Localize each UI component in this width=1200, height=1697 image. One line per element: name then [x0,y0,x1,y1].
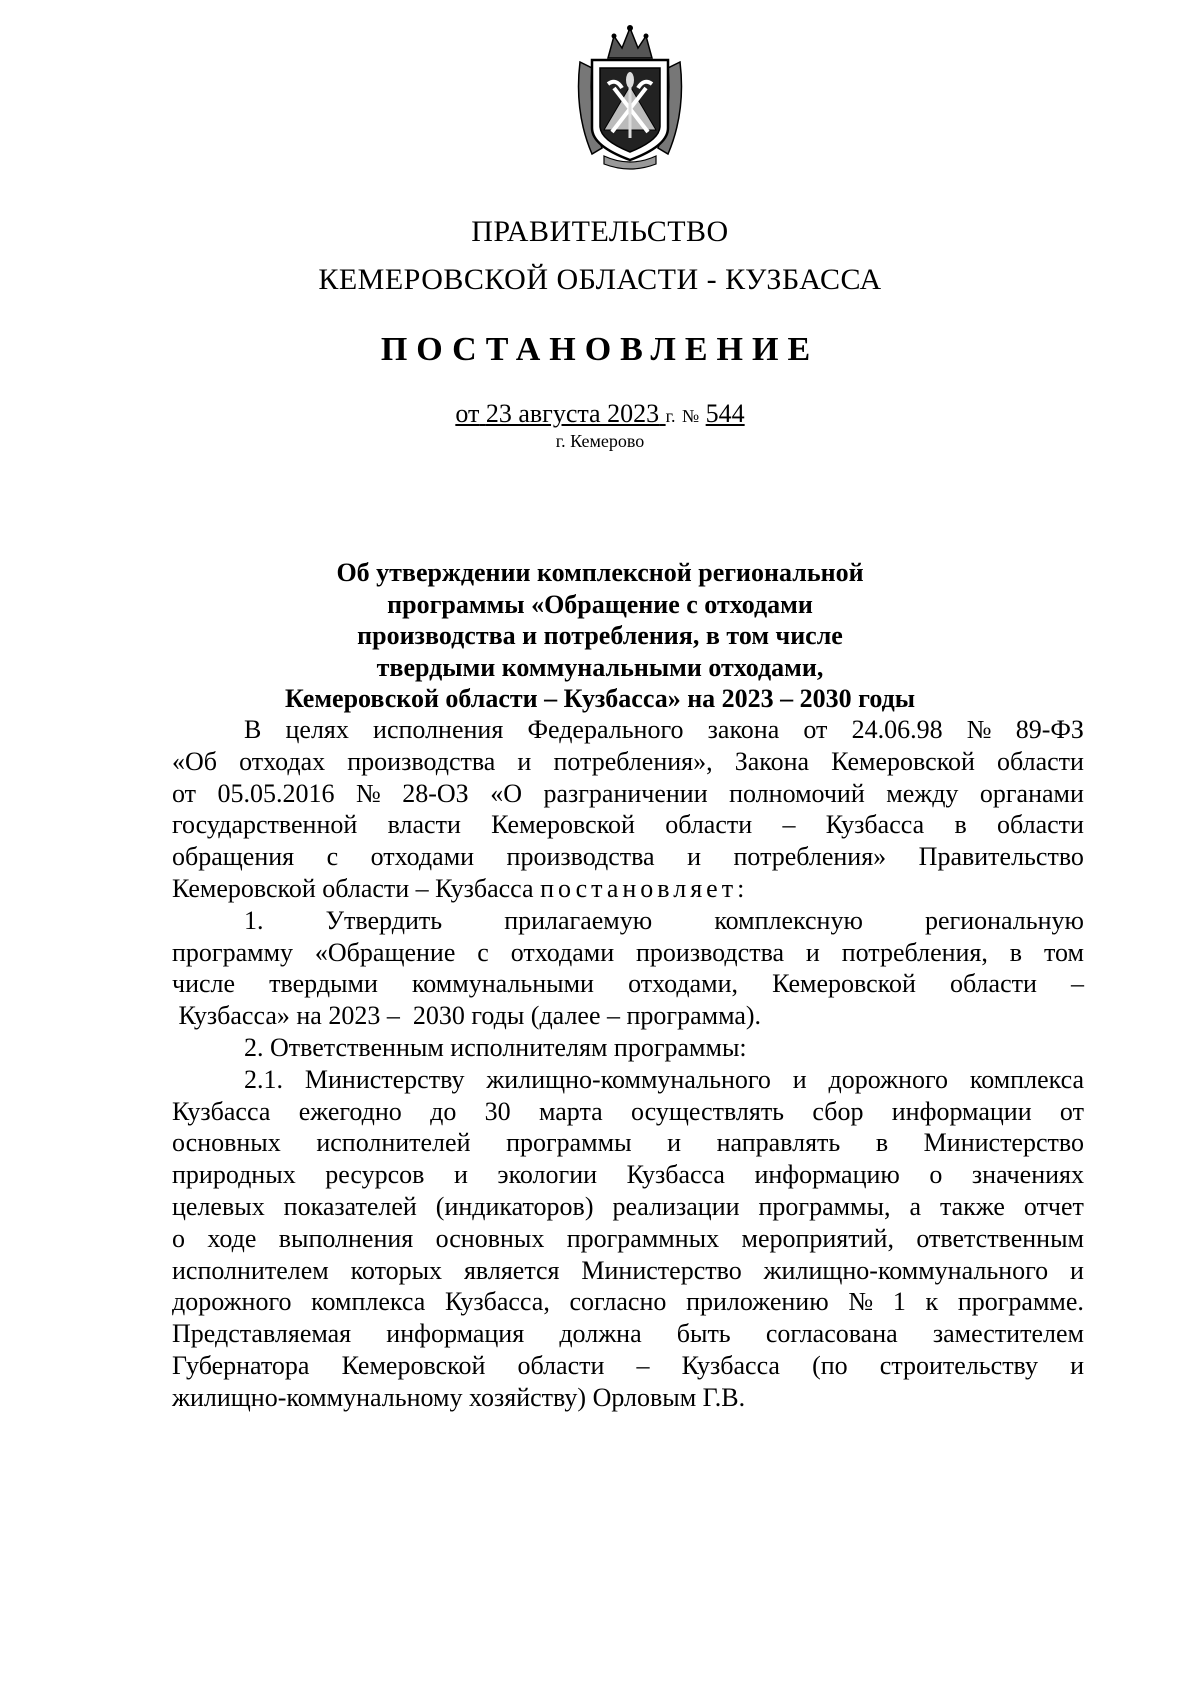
body-line: Губернатора Кемеровской области – Кузбасса (по строительству и [172,1350,1084,1380]
body-line: обращения с отходами производства и потребления» Правительство [172,842,1084,872]
body-line: дорожного комплекса Кузбасса, согласно приложению № 1 к программе. [172,1287,1084,1317]
body-line: программу «Обращение с отходами производства и потребления, в том [172,937,1084,967]
document-title [0,557,1200,715]
document-city: г. Кемерово [555,431,645,451]
body-line: Кузбасса ежегодно до 30 марта осуществлять сбор информации от [172,1096,1084,1126]
body-line: «Об отходах производства и потребления», Закона Кемеровской области [172,746,1084,776]
body-line: жилищно-коммунальному хозяйству) Орловым Г.В. [172,1382,746,1412]
body-line: 2.1. Министерству жилищно-коммунального и дорожного комплекса [244,1064,1084,1094]
document-dateline [0,398,1200,432]
title-line: Об утверждении комплексной региональной [336,558,864,587]
body-line: государственной власти Кемеровской области – Кузбасса в области [172,810,1084,840]
body-line: о ходе выполнения основных программных мероприятий, ответственным [172,1223,1084,1253]
date-suffix: г. [665,406,676,426]
document-date: 23 августа 2023 [485,399,660,428]
body-line: от 05.05.2016 № 28-ОЗ «О разграничении полномочий между органами [172,778,1084,808]
body-line: числе твердыми коммунальными отходами, Кемеровской области – [172,969,1084,999]
title-line: твердыми коммунальными отходами, [376,652,824,682]
date-prefix: от [455,399,480,428]
body-line-resolves [172,873,1084,905]
document-body [172,714,1084,1414]
document-type-heading: ПОСТАНОВЛЕНИЕ [380,331,820,368]
body-line: 1. Утвердить прилагаемую комплексную региональную [244,905,1084,935]
body-line-text: Кемеровской области – Кузбасса [172,873,534,903]
body-line: Представляемая информация должна быть согласована заместителем [172,1319,1084,1349]
body-line: основных исполнителей программы и направлять в Министерство [172,1128,1084,1158]
resolves-word: постановляет: [540,873,749,903]
kuzbass-coat-of-arms-icon [570,22,690,172]
document-number: 544 [705,399,745,428]
body-line: целевых показателей (индикаторов) реализации программы, а также отчет [172,1191,1084,1221]
title-line: программы «Обращение с отходами [387,589,813,619]
government-name-line2: КЕМЕРОВСКОЙ ОБЛАСТИ - КУЗБАССА [318,263,882,296]
body-line: исполнителем которых является Министерство жилищно-коммунального и [172,1255,1084,1285]
body-line: Кузбасса» на 2023 – 2030 годы (далее – программа). [172,1001,762,1031]
government-name-line1: ПРАВИТЕЛЬСТВО [471,215,729,248]
title-line: Кемеровской области – Кузбасса» на 2023 – 2030 годы [284,684,916,713]
title-line: производства и потребления, в том числе [357,621,843,650]
body-line: В целях исполнения Федерального закона от 24.06.98 № 89-ФЗ [244,715,1084,744]
body-line: 2. Ответственным исполнителям программы: [244,1032,747,1062]
number-sign: № [681,406,700,426]
body-line: природных ресурсов и экологии Кузбасса информацию о значениях [172,1160,1084,1190]
